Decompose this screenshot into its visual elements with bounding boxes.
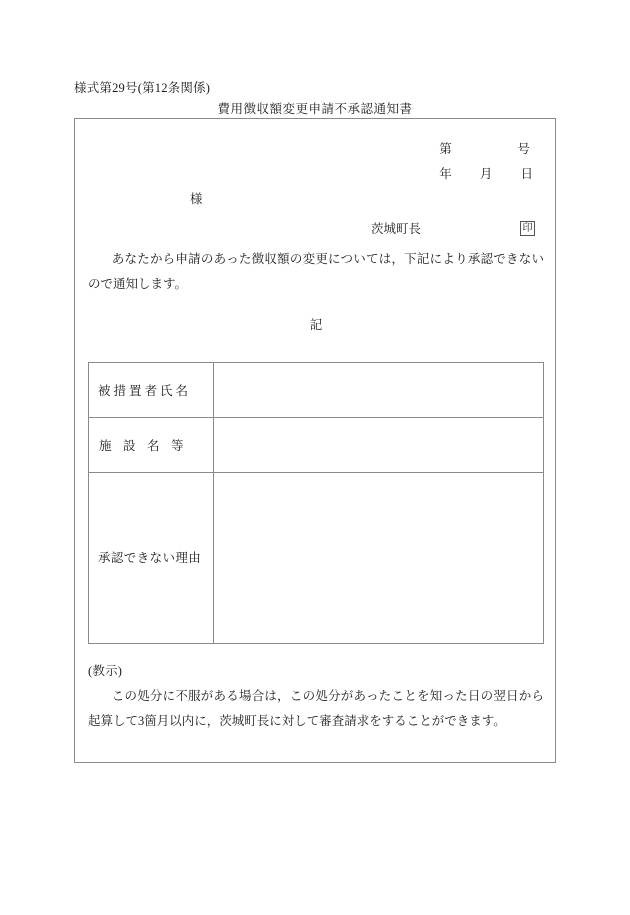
issuer-row [371,219,535,237]
document-title: 費用徴収額変更申請不承認通知書 [217,102,413,116]
recipient-honorific: 様 [190,192,203,206]
guidance-title: (教示) [88,664,123,678]
row-label-recipient-name: 被措置者氏名 [98,384,192,398]
issuer-name: 茨城町長 [371,222,422,236]
row-label-cell [89,363,214,418]
seal-icon: 印 [520,221,535,236]
row-label-cell [89,473,214,644]
row-value-denial-reason[interactable] [214,473,544,644]
body-paragraph [88,247,544,297]
form-frame [74,118,556,763]
row-value-facility-name[interactable] [214,418,544,473]
document-date-line: 年 月 日 [439,167,533,181]
document-meta [439,137,533,187]
form-number: 様式第29号(第12条関係) [74,81,211,95]
guidance-section [88,659,544,734]
table-row [89,363,544,418]
row-label-denial-reason: 承認できない理由 [98,551,202,565]
row-label-facility-name: 施設名等 [99,439,196,453]
ki-mark: 記 [309,318,323,332]
row-value-recipient-name[interactable] [214,363,544,418]
table-row [89,473,544,644]
document-number-line: 第 号 [439,142,530,156]
body-paragraph-text: あなたから申請のあった徴収額の変更については，下記により承認できないので通知します。 [88,252,544,291]
details-table [88,362,544,644]
guidance-text: この処分に不服がある場合は，この処分があったことを知った日の翌日から起算して3箇月以内に，茨城町長に対して審査請求をすることができます。 [88,689,544,728]
table-row [89,418,544,473]
row-label-cell [89,418,214,473]
guidance-body [88,684,544,734]
